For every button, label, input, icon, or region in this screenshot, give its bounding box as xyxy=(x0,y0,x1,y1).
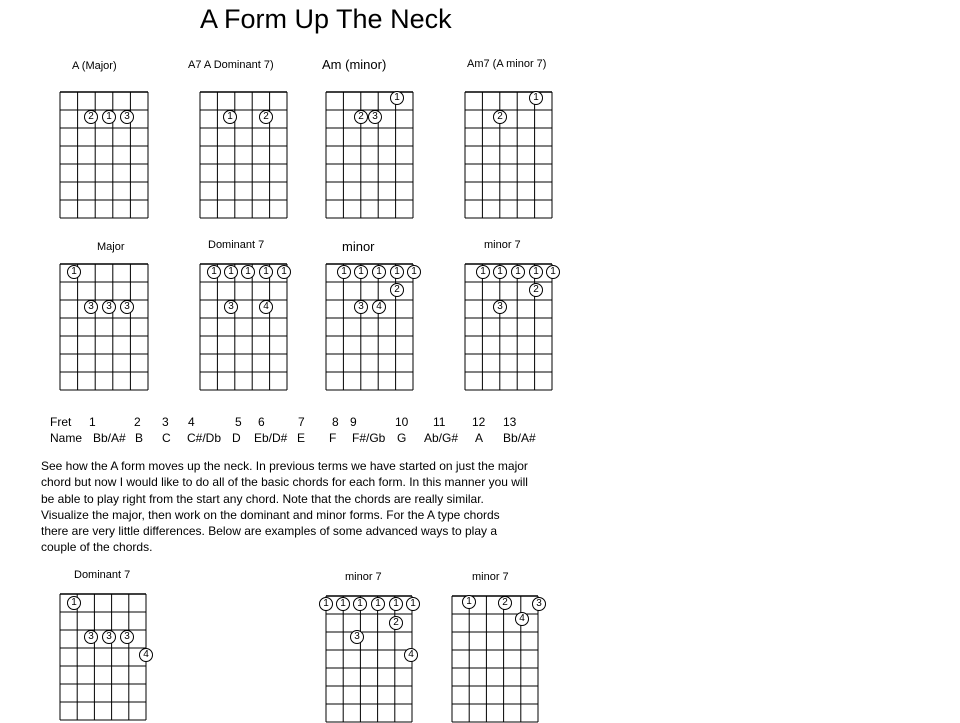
note-name: C#/Db xyxy=(187,431,222,445)
note-name: E xyxy=(297,431,306,445)
finger-marker: 1 xyxy=(67,265,81,279)
finger-marker: 2 xyxy=(389,616,403,630)
note-name: C xyxy=(162,431,171,445)
finger-marker: 3 xyxy=(354,300,368,314)
finger-marker: 3 xyxy=(532,597,546,611)
fret-number: 1 xyxy=(89,415,96,429)
paragraph-line: be able to play right from the start any chord. Note that the chords are really similar. xyxy=(41,491,484,506)
fret-number: 9 xyxy=(350,415,357,429)
finger-marker: 1 xyxy=(223,110,237,124)
finger-marker: 2 xyxy=(493,110,507,124)
fret-number: 2 xyxy=(134,415,141,429)
fret-number: 11 xyxy=(433,415,446,429)
finger-marker: 4 xyxy=(139,648,153,662)
chord-label-a7: A7 A Dominant 7) xyxy=(188,59,274,71)
explanation-paragraph xyxy=(41,458,611,556)
paragraph-line: chord but now I would like to do all of the basic chords for each form. In this manner you will xyxy=(41,475,528,490)
finger-marker: 1 xyxy=(353,597,367,611)
finger-marker: 3 xyxy=(493,300,507,314)
chord-label-adv-minor7-a: minor 7 xyxy=(345,571,382,583)
fretboard-grid xyxy=(59,593,147,721)
fret-number: 3 xyxy=(162,415,169,429)
fret-number: 4 xyxy=(188,415,195,429)
finger-marker: 3 xyxy=(120,110,134,124)
finger-marker: 1 xyxy=(354,265,368,279)
finger-marker: 1 xyxy=(476,265,490,279)
finger-marker: 3 xyxy=(224,300,238,314)
chord-label-a-major: A (Major) xyxy=(72,60,117,72)
finger-marker: 3 xyxy=(84,630,98,644)
finger-marker: 4 xyxy=(404,648,418,662)
chord-label-dominant7: Dominant 7 xyxy=(208,239,265,251)
finger-marker: 1 xyxy=(372,265,386,279)
finger-marker: 1 xyxy=(389,597,403,611)
finger-marker: 1 xyxy=(337,265,351,279)
finger-marker: 1 xyxy=(67,596,81,610)
fret-number: 7 xyxy=(298,415,305,429)
finger-marker: 4 xyxy=(515,612,529,626)
chord-label-am7: Am7 (A minor 7) xyxy=(467,58,547,70)
chord-label-minor7: minor 7 xyxy=(484,239,521,251)
finger-marker: 3 xyxy=(102,300,116,314)
note-name: F#/Gb xyxy=(352,431,386,445)
finger-marker: 3 xyxy=(350,630,364,644)
note-name: Bb/A# xyxy=(93,431,126,445)
finger-marker: 4 xyxy=(259,300,273,314)
finger-marker: 2 xyxy=(354,110,368,124)
fret-number: 12 xyxy=(472,415,486,429)
finger-marker: 1 xyxy=(462,595,476,609)
finger-marker: 2 xyxy=(529,283,543,297)
finger-marker: 1 xyxy=(390,265,404,279)
finger-marker: 1 xyxy=(336,597,350,611)
finger-marker: 3 xyxy=(102,630,116,644)
finger-marker: 1 xyxy=(241,265,255,279)
fret-number: 5 xyxy=(235,415,242,429)
finger-marker: 1 xyxy=(259,265,273,279)
finger-marker: 2 xyxy=(498,596,512,610)
finger-marker: 1 xyxy=(529,265,543,279)
finger-marker: 1 xyxy=(407,265,421,279)
finger-marker: 1 xyxy=(319,597,333,611)
fret-row-label: Fret xyxy=(50,415,72,429)
finger-marker: 4 xyxy=(372,300,386,314)
fretboard-grid xyxy=(325,595,413,723)
chord-label-am: Am (minor) xyxy=(322,57,387,72)
chord-label-adv-minor7-b: minor 7 xyxy=(472,571,509,583)
finger-marker: 2 xyxy=(259,110,273,124)
paragraph-line: couple of the chords. xyxy=(41,540,153,555)
paragraph-line: there are very little differences. Below are examples of some advanced ways to play a xyxy=(41,524,498,539)
fret-number: 6 xyxy=(258,415,265,429)
note-name: A xyxy=(475,431,484,445)
fret-number: 13 xyxy=(503,415,517,429)
paragraph-line: See how the A form moves up the neck. In previous terms we have started on just the major xyxy=(41,459,528,473)
finger-marker: 1 xyxy=(406,597,420,611)
note-name: Bb/A# xyxy=(503,431,536,445)
finger-marker: 1 xyxy=(102,110,116,124)
note-name: Eb/D# xyxy=(254,431,288,445)
finger-marker: 1 xyxy=(224,265,238,279)
finger-marker: 3 xyxy=(368,110,382,124)
finger-marker: 1 xyxy=(207,265,221,279)
finger-marker: 2 xyxy=(84,110,98,124)
fret-number: 8 xyxy=(332,415,339,429)
finger-marker: 1 xyxy=(277,265,291,279)
paragraph-line: Visualize the major, then work on the dominant and minor forms. For the A type chords xyxy=(41,507,500,522)
note-name: F xyxy=(329,431,337,445)
page-title: A Form Up The Neck xyxy=(200,4,452,34)
finger-marker: 1 xyxy=(529,91,543,105)
note-name: D xyxy=(232,431,241,445)
finger-marker: 1 xyxy=(371,597,385,611)
chord-label-adv-dominant7: Dominant 7 xyxy=(74,569,131,581)
note-name: G xyxy=(397,431,407,445)
finger-marker: 1 xyxy=(493,265,507,279)
finger-marker: 3 xyxy=(120,630,134,644)
finger-marker: 1 xyxy=(546,265,560,279)
chord-label-major: Major xyxy=(97,241,125,253)
note-name: Ab/G# xyxy=(424,431,459,445)
fret-number: 10 xyxy=(395,415,409,429)
name-row-label: Name xyxy=(50,431,83,445)
note-name: B xyxy=(135,431,144,445)
finger-marker: 3 xyxy=(84,300,98,314)
finger-marker: 2 xyxy=(390,283,404,297)
finger-marker: 1 xyxy=(390,91,404,105)
finger-marker: 1 xyxy=(511,265,525,279)
chord-label-minor: minor xyxy=(342,239,375,254)
finger-marker: 3 xyxy=(120,300,134,314)
